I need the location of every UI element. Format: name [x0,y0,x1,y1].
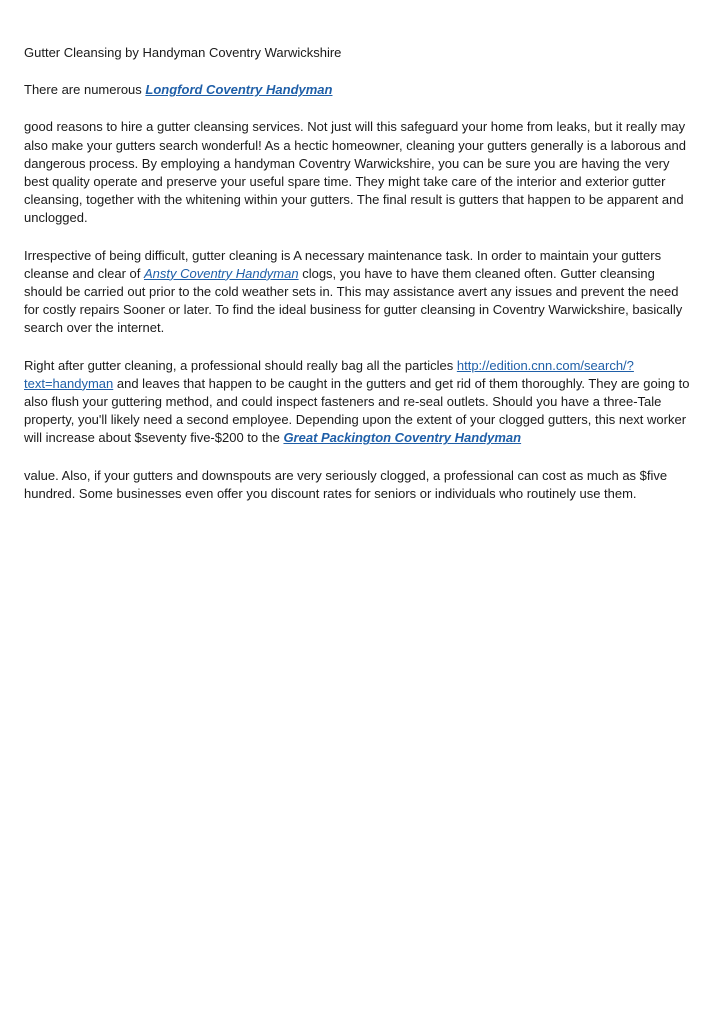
intro-paragraph [24,81,696,99]
paragraph-2-before: Irrespective of being difficult, gutter cleaning is A necessary maintenance task. In order to maintain your gutters cleanse and clear of [24,247,662,281]
paragraph-2 [24,247,696,338]
cnn-search-link[interactable]: http://edition.cnn.com/search/?text=handyman [24,357,634,391]
intro-text: There are numerous [24,82,146,98]
longford-handyman-link[interactable]: Longford Coventry Handyman [145,82,333,98]
ansty-handyman-link[interactable]: Ansty Coventry Handyman [143,265,299,281]
paragraph-3-before: Right after gutter cleaning, a professional should really bag all the particles [24,357,457,373]
document-page [24,44,696,522]
paragraph-4: value. Also, if your gutters and downspouts are very seriously clogged, a professional can cost as much as $five hundred. Some businesses even offer you discount rates for seniors or individuals who routinely use them. [24,467,668,501]
paragraph-2-after: clogs, you have to have them cleaned often. Gutter cleansing should be carried out prior to the cold weather sets in. This may assistance avert any issues and prevent the need for costly repairs Sooner or later. To find the ideal business for gutter cleansing in Coventry Warwickshire, basically search over the internet. [24,265,683,336]
document-title: Gutter Cleansing by Handyman Coventry Warwickshire [24,45,342,60]
paragraph-3 [24,357,696,448]
paragraph-3-middle: and leaves that happen to be caught in the gutters and get rid of them thoroughly. They are going to also flush your guttering method, and could inspect fasteners and re-seal outlets. Should you have a three-Tale property, you'll likely need a second employee. Depending upon the extent of your clogged gutters, this next worker will increase about $seventy five-$200 to the [24,375,690,446]
great-packington-handyman-link[interactable]: Great Packington Coventry Handyman [283,430,522,446]
paragraph-1: good reasons to hire a gutter cleansing services. Not just will this safeguard your home from leaks, but it really may also make your gutters search wonderful! As a hectic homeowner, cleaning your gutters generally is a laborous and dangerous process. By employing a handyman Coventry Warwickshire, you can be sure you are having the very best quality operate and preserve your useful spare time. They might take care of the interior and exterior gutter cleansing, together with the whitening within your gutters. The final result is gutters that happen to be apparent and unclogged. [24,119,686,226]
